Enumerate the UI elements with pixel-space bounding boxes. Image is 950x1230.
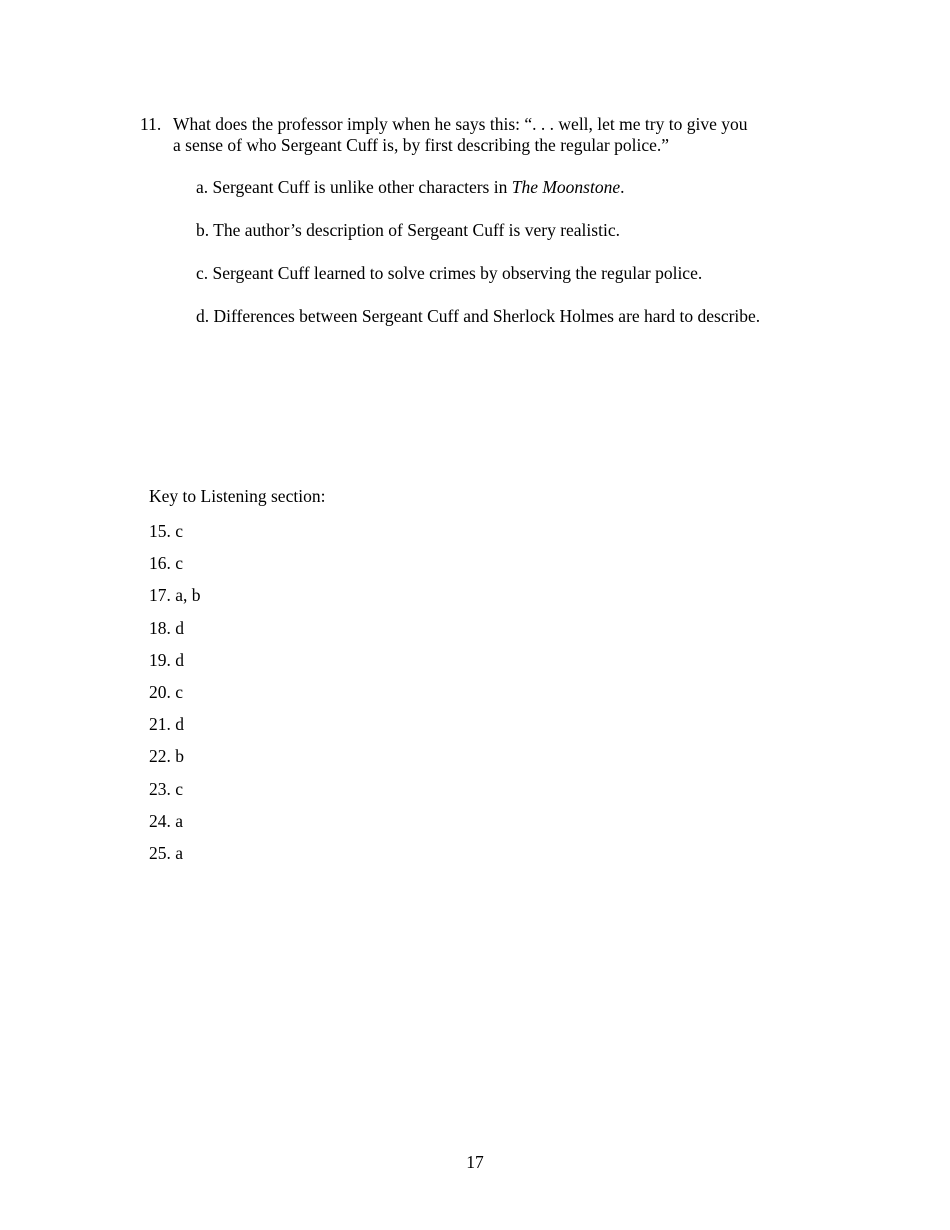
- answer-key-item: 16. c: [149, 553, 184, 574]
- option-b: b. The author’s description of Sergeant Cuff is very realistic.: [196, 220, 620, 240]
- answer-key-item: 17. a, b: [149, 585, 201, 606]
- answer-key-item: 24. a: [149, 810, 184, 831]
- question-number: 11.: [140, 114, 162, 134]
- answer-key-title: Key to Listening section:: [149, 486, 326, 506]
- option-c: c. Sergeant Cuff learned to solve crimes by observing the regular police.: [196, 263, 703, 283]
- answer-key-item: 20. c: [149, 681, 184, 702]
- option-a-period: .: [620, 177, 625, 197]
- option-a-text: a. Sergeant Cuff is unlike other characters in: [196, 177, 512, 197]
- answer-key-item: 19. d: [149, 649, 184, 670]
- option-a: [196, 177, 625, 198]
- question-text-line-1: What does the professor imply when he says this: “. . . well, let me try to give you: [173, 114, 748, 134]
- answer-key-item: 18. d: [149, 617, 184, 638]
- answer-key-list: [149, 521, 201, 875]
- page-number: 17: [466, 1152, 484, 1172]
- answer-key-item: 25. a: [149, 842, 184, 863]
- answer-key-item: 23. c: [149, 778, 184, 799]
- answer-key-item: 21. d: [149, 714, 184, 735]
- option-a-book-title: The Moonstone: [511, 177, 621, 197]
- question-text-line-2: a sense of who Sergeant Cuff is, by first describing the regular police.”: [173, 135, 670, 155]
- answer-key-item: 22. b: [149, 746, 184, 767]
- option-d: d. Differences between Sergeant Cuff and Sherlock Holmes are hard to describe.: [196, 306, 761, 326]
- answer-key-item: 15. c: [149, 521, 184, 541]
